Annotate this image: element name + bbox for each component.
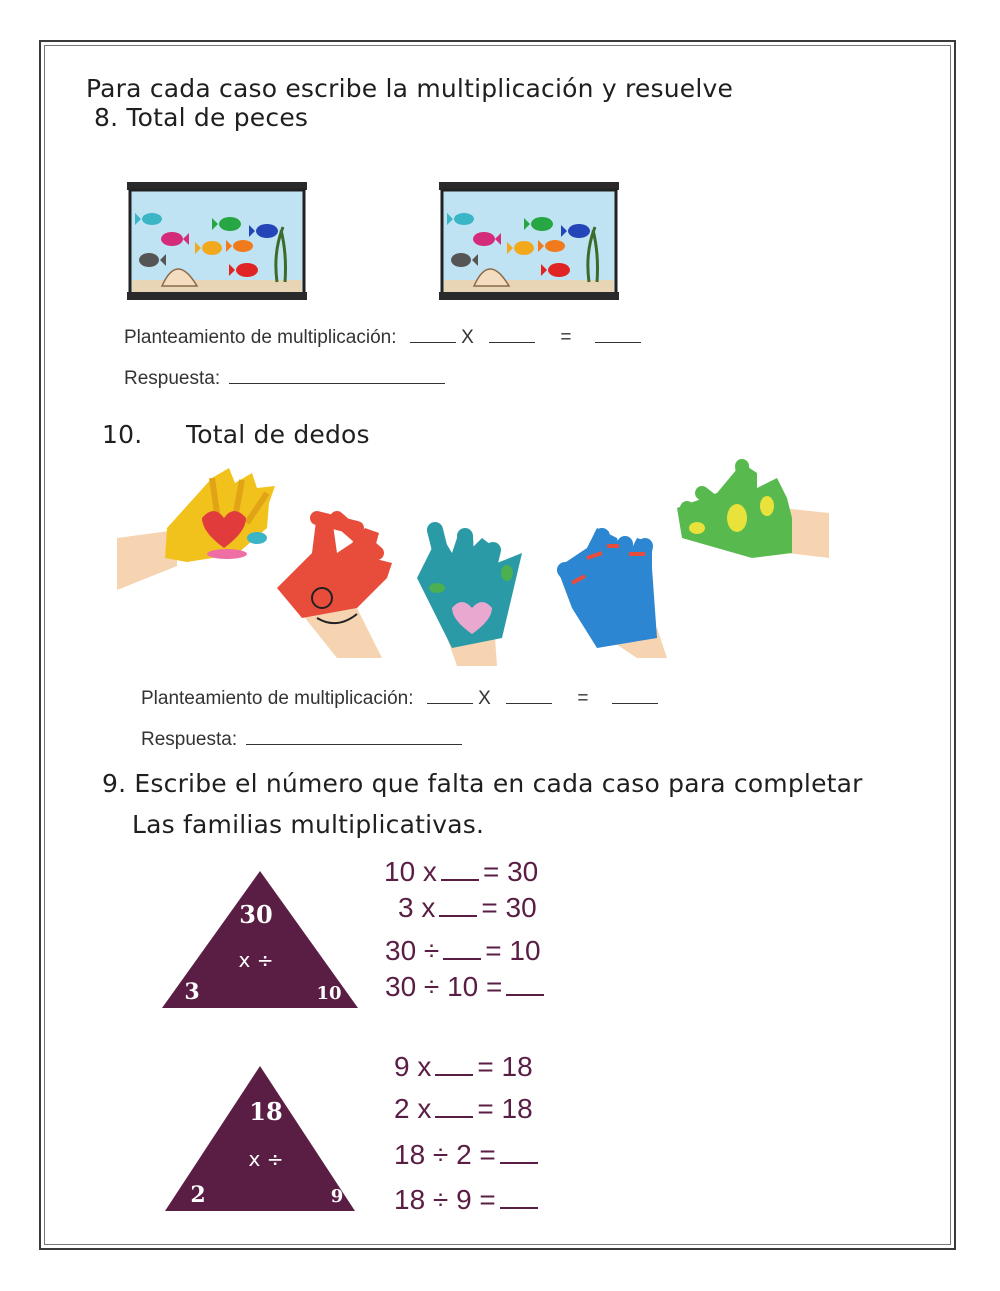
equation-1-4: 30 ÷ 10 =	[385, 971, 548, 1003]
fact-family-triangle-1	[162, 871, 358, 1008]
problem-10-answer	[141, 726, 462, 751]
answer-blank[interactable]	[229, 365, 445, 384]
statement-label: Planteamiento de multiplicación:	[124, 327, 397, 348]
triangle-top-number: 30	[239, 900, 273, 929]
equation-blank[interactable]	[500, 1140, 538, 1164]
hand-green	[677, 463, 829, 558]
equation-1-3: 30 ÷ = 10	[385, 935, 541, 966]
times-sign: X	[478, 688, 491, 709]
equation-1-1: 10 x = 30	[384, 856, 539, 887]
equation-blank[interactable]	[441, 857, 479, 881]
problem-8-title: 8. Total de peces	[94, 103, 309, 132]
problem-8-answer	[124, 365, 445, 390]
hand-teal	[417, 528, 522, 666]
product-blank[interactable]	[612, 685, 658, 704]
equation-2-3: 18 ÷ 2 =	[394, 1139, 542, 1171]
triangle-operations: x ÷	[248, 1147, 284, 1171]
hand-red	[277, 513, 392, 658]
problem-8-statement	[124, 324, 641, 349]
equation-2-1: 9 x = 18	[394, 1051, 533, 1082]
triangle-left-number: 3	[184, 979, 200, 1005]
hands-image	[117, 458, 829, 666]
problem-10-title: Total de dedos	[186, 420, 370, 449]
instruction-text: Para cada caso escribe la multiplicación y resuelve	[86, 74, 734, 103]
equation-1-2: 3 x = 30	[398, 892, 537, 923]
fact-family-triangle-2	[165, 1066, 355, 1211]
triangle-right-number: 9	[330, 1186, 344, 1207]
answer-label: Respuesta:	[124, 368, 221, 389]
triangle-top-number: 18	[249, 1097, 283, 1126]
equation-blank[interactable]	[506, 972, 544, 996]
product-blank[interactable]	[595, 324, 641, 343]
factor-1-blank[interactable]	[427, 685, 473, 704]
statement-label: Planteamiento de multiplicación:	[141, 688, 414, 709]
factor-1-blank[interactable]	[410, 324, 456, 343]
equation-blank[interactable]	[500, 1185, 538, 1209]
hand-yellow	[117, 468, 275, 590]
equation-blank[interactable]	[439, 893, 477, 917]
factor-2-blank[interactable]	[506, 685, 552, 704]
equation-blank[interactable]	[435, 1094, 473, 1118]
problem-10-statement	[141, 685, 658, 710]
problem-9-line-2: Las familias multiplicativas.	[132, 810, 485, 839]
fish-tank-image-2	[439, 182, 619, 300]
equals-sign: =	[560, 327, 572, 348]
problem-9-line-1: 9. Escribe el número que falta en cada caso para completar	[102, 769, 863, 798]
fish-tank-image-1	[127, 182, 307, 300]
times-sign: X	[461, 327, 474, 348]
equation-2-2: 2 x = 18	[394, 1093, 533, 1124]
problem-10-number: 10.	[102, 420, 143, 449]
triangle-operations: x ÷	[238, 948, 274, 972]
equation-blank[interactable]	[435, 1052, 473, 1076]
triangle-right-number: 10	[316, 983, 342, 1004]
answer-blank[interactable]	[246, 726, 462, 745]
answer-label: Respuesta:	[141, 729, 238, 750]
hand-blue	[557, 528, 667, 658]
equation-blank[interactable]	[443, 936, 481, 960]
equation-2-4: 18 ÷ 9 =	[394, 1184, 542, 1216]
triangle-left-number: 2	[190, 1182, 206, 1208]
equals-sign: =	[577, 688, 589, 709]
factor-2-blank[interactable]	[489, 324, 535, 343]
